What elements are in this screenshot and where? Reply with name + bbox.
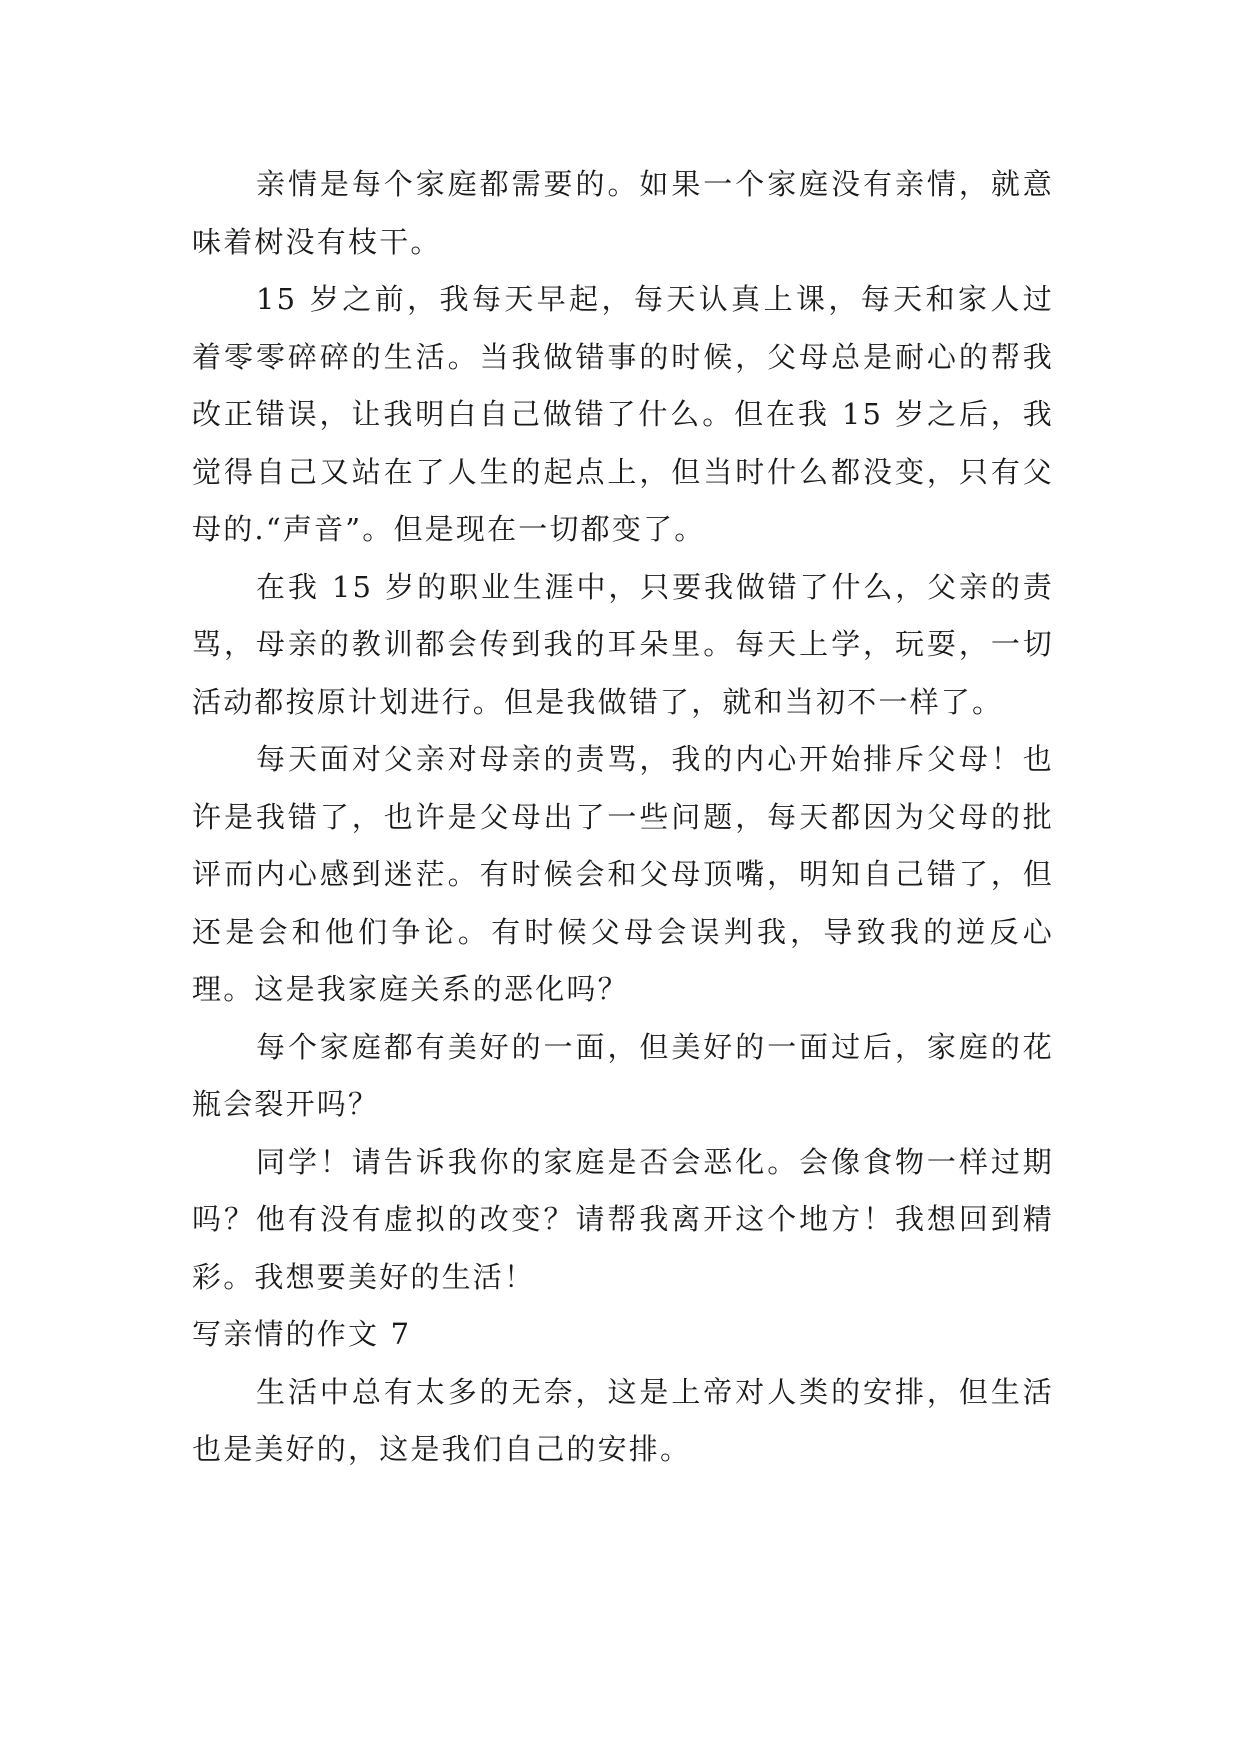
paragraph-life: 生活中总有太多的无奈，这是上帝对人类的安排，但生活也是美好的，这是我们自己的安排。 bbox=[192, 1374, 1054, 1466]
paragraph-scolding: 在我 15 岁的职业生涯中，只要我做错了什么，父亲的责骂，母亲的教训都会传到我的耳朵里。每天上学，玩耍，一切活动都按原计划进行。但是我做错了，就和当初不一样了。 bbox=[192, 569, 1054, 719]
paragraph-inner-conflict: 每天面对父亲对母亲的责骂，我的内心开始排斥父母！也许是我错了，也许是父母出了一些问题，每天都因为父母的批评而内心感到迷茫。有时候会和父母顶嘴，明知自己错了，但还是会和他们争论。有时候父母会误判我，导致我的逆反心理。这是我家庭关系的恶化吗？ bbox=[192, 742, 1054, 1006]
section-heading: 写亲情的作文 7 bbox=[192, 1317, 412, 1351]
paragraph-before-fifteen: 15 岁之前，我每天早起，每天认真上课，每天和家人过着零零碎碎的生活。当我做错事的时候，父母总是耐心的帮我改正错误，让我明白自己做错了什么。但在我 15 岁之后，我觉得自己又站在了人生的起点上，但当时什么都没变，只有父母的.“声音”。但是现在一切都变了。 bbox=[192, 282, 1054, 546]
paragraph-plea: 同学！请告诉我你的家庭是否会恶化。会像食物一样过期吗？他有没有虚拟的改变？请帮我离开这个地方！我想回到精彩。我想要美好的生活！ bbox=[192, 1144, 1054, 1294]
paragraph-family-affection: 亲情是每个家庭都需要的。如果一个家庭没有亲情，就意味着树没有枝干。 bbox=[192, 167, 1054, 259]
document-page bbox=[192, 156, 1054, 1479]
paragraph-vase: 每个家庭都有美好的一面，但美好的一面过后，家庭的花瓶会裂开吗？ bbox=[192, 1029, 1054, 1121]
